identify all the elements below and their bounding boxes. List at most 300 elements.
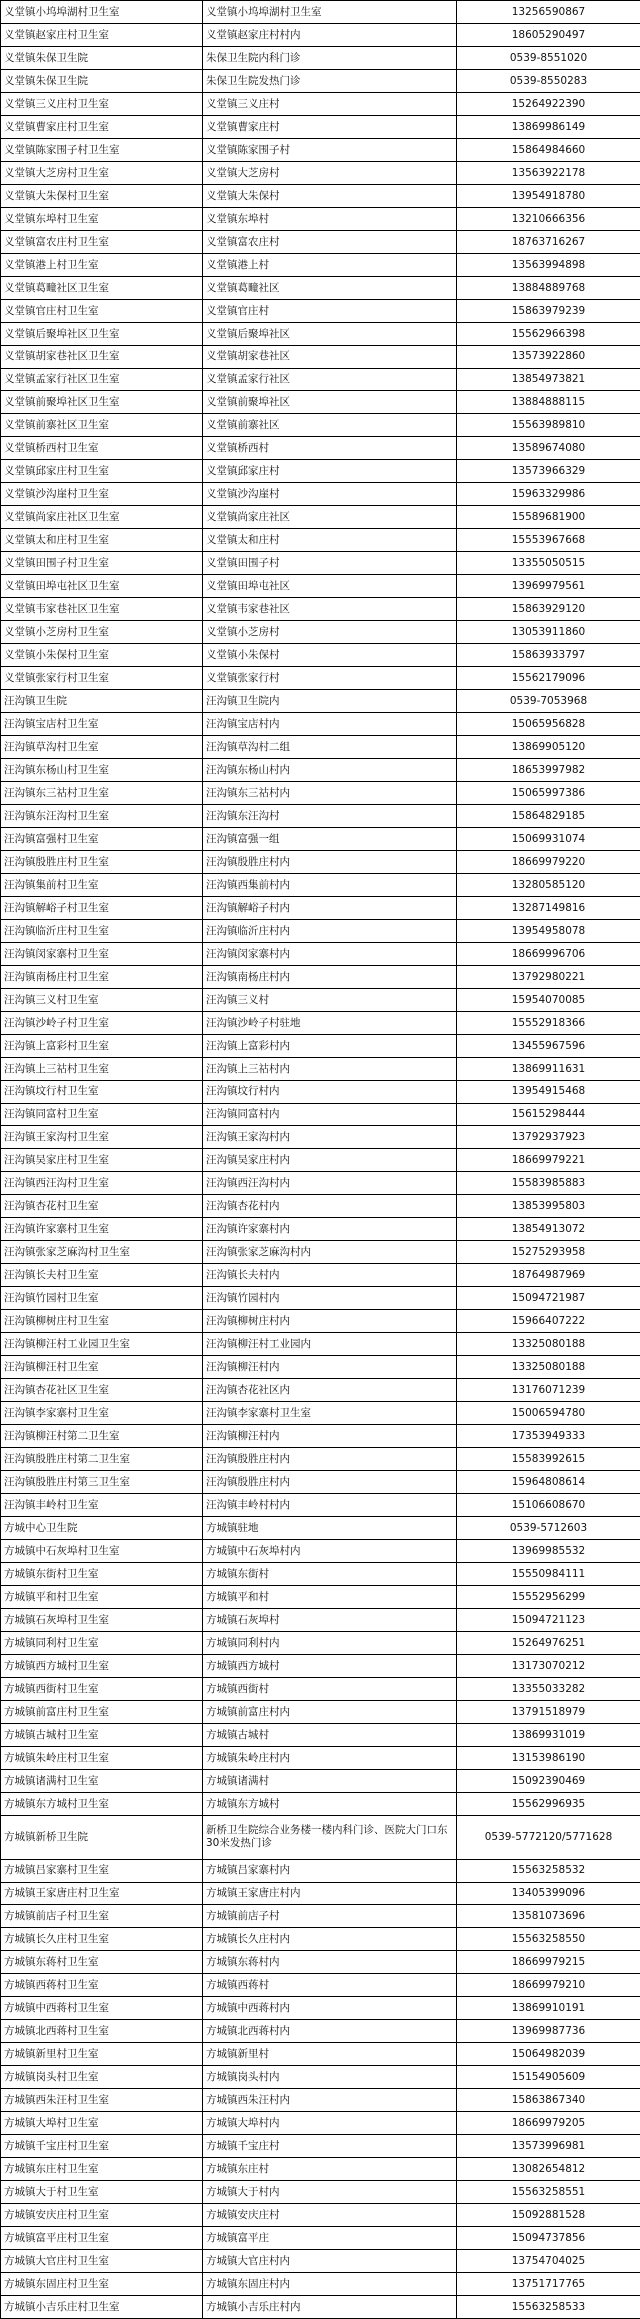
- clinic-address-cell: 义堂镇后聚埠社区: [203, 322, 457, 345]
- clinic-phone-cell: 13869905120: [457, 736, 640, 759]
- clinic-address-cell: 方城镇平和村: [203, 1585, 457, 1608]
- clinic-name-cell: 汪沟镇柳汪村卫生室: [1, 1356, 203, 1379]
- clinic-name-cell: 汪沟镇东汪沟村卫生室: [1, 804, 203, 827]
- clinic-name-cell: 义堂镇尚家庄社区卫生室: [1, 506, 203, 529]
- clinic-name-cell: 义堂镇孟家行社区卫生室: [1, 368, 203, 391]
- clinic-name-cell: 义堂镇朱保卫生院: [1, 46, 203, 69]
- clinic-name-cell: 义堂镇官庄村卫生室: [1, 299, 203, 322]
- table-row: [1, 2227, 640, 2250]
- clinic-address-cell: 方城镇富平庄: [203, 2227, 457, 2250]
- clinic-name-cell: 方城镇新桥卫生院: [1, 1815, 203, 1859]
- clinic-phone-cell: 18669979220: [457, 850, 640, 873]
- clinic-phone-cell: 18605290497: [457, 23, 640, 46]
- clinic-phone-cell: 15264922390: [457, 92, 640, 115]
- clinic-name-cell: 义堂镇港上村卫生室: [1, 253, 203, 276]
- clinic-address-cell: 方城镇新里村: [203, 2043, 457, 2066]
- clinic-phone-cell: 13405399096: [457, 1882, 640, 1905]
- table-row: [1, 138, 640, 161]
- clinic-phone-cell: 13869931019: [457, 1723, 640, 1746]
- clinic-phone-cell: 15092881528: [457, 2204, 640, 2227]
- clinic-name-cell: 方城镇富平庄村卫生室: [1, 2227, 203, 2250]
- clinic-address-cell: 汪沟镇西集前村内: [203, 873, 457, 896]
- table-row: [1, 1172, 640, 1195]
- clinic-name-cell: 方城镇平和村卫生室: [1, 1585, 203, 1608]
- clinic-phone-cell: 15615298444: [457, 1103, 640, 1126]
- clinic-address-cell: 汪沟镇三义村: [203, 988, 457, 1011]
- clinic-address-cell: 汪沟镇王家沟村内: [203, 1126, 457, 1149]
- clinic-address-cell: 义堂镇邱家庄村: [203, 460, 457, 483]
- clinic-address-cell: 方城镇王家唐庄村内: [203, 1882, 457, 1905]
- clinic-name-cell: 汪沟镇富强村卫生室: [1, 827, 203, 850]
- clinic-address-cell: 义堂镇三义庄村: [203, 92, 457, 115]
- table-row: [1, 575, 640, 598]
- clinic-phone-cell: 15563989810: [457, 414, 640, 437]
- clinic-phone-cell: 0539-8551020: [457, 46, 640, 69]
- clinic-name-cell: 汪沟镇吴家庄村卫生室: [1, 1149, 203, 1172]
- clinic-name-cell: 汪沟镇张家芝麻沟村卫生室: [1, 1241, 203, 1264]
- clinic-phone-cell: 13969987736: [457, 2020, 640, 2043]
- table-row: [1, 437, 640, 460]
- clinic-address-cell: 方城镇中石灰埠村内: [203, 1539, 457, 1562]
- table-row: [1, 2295, 640, 2318]
- table-row: [1, 2181, 640, 2204]
- table-row: [1, 161, 640, 184]
- table-row: [1, 1746, 640, 1769]
- clinic-address-cell: 汪沟镇殷胜庄村内: [203, 1471, 457, 1494]
- clinic-address-cell: 方城镇驻地: [203, 1516, 457, 1539]
- clinic-address-cell: 义堂镇曹家庄村: [203, 115, 457, 138]
- clinic-phone-cell: 18669996706: [457, 942, 640, 965]
- clinic-address-cell: 汪沟镇柳汪村工业园内: [203, 1333, 457, 1356]
- clinic-phone-cell: 15065956828: [457, 713, 640, 736]
- clinic-name-cell: 义堂镇曹家庄村卫生室: [1, 115, 203, 138]
- clinic-phone-cell: 13173070212: [457, 1654, 640, 1677]
- clinic-name-cell: 义堂镇后聚埠社区卫生室: [1, 322, 203, 345]
- clinic-name-cell: 方城镇吕家寨村卫生室: [1, 1859, 203, 1882]
- clinic-phone-cell: 18763716267: [457, 230, 640, 253]
- table-row: [1, 1034, 640, 1057]
- clinic-name-cell: 汪沟镇丰岭村卫生室: [1, 1493, 203, 1516]
- clinic-name-cell: 汪沟镇集前村卫生室: [1, 873, 203, 896]
- clinic-phone-cell: 13751717765: [457, 2272, 640, 2295]
- clinic-name-cell: 汪沟镇临沂庄村卫生室: [1, 919, 203, 942]
- clinic-address-cell: 义堂镇小朱保村: [203, 644, 457, 667]
- table-row: [1, 1951, 640, 1974]
- clinic-phone-cell: 15864984660: [457, 138, 640, 161]
- clinic-address-cell: 朱保卫生院内科门诊: [203, 46, 457, 69]
- clinic-table-body: [1, 1, 640, 2319]
- clinic-address-cell: 汪沟镇张家芝麻沟村内: [203, 1241, 457, 1264]
- clinic-address-cell: 义堂镇港上村: [203, 253, 457, 276]
- clinic-address-cell: 汪沟镇坟行村内: [203, 1080, 457, 1103]
- clinic-phone-cell: 15094721123: [457, 1608, 640, 1631]
- clinic-name-cell: 汪沟镇竹园村卫生室: [1, 1287, 203, 1310]
- clinic-phone-cell: 15863929120: [457, 598, 640, 621]
- clinic-phone-cell: 0539-5712603: [457, 1516, 640, 1539]
- table-row: [1, 1493, 640, 1516]
- clinic-address-cell: 义堂镇尚家庄社区: [203, 506, 457, 529]
- clinic-address-cell: 义堂镇富农庄村: [203, 230, 457, 253]
- table-row: [1, 621, 640, 644]
- clinic-phone-cell: 0539-7053968: [457, 690, 640, 713]
- table-row: [1, 736, 640, 759]
- clinic-phone-cell: 13869911631: [457, 1057, 640, 1080]
- clinic-address-cell: 义堂镇葛疃社区: [203, 276, 457, 299]
- table-row: [1, 1905, 640, 1928]
- table-row: [1, 2204, 640, 2227]
- clinic-address-cell: 方城镇安庆庄村: [203, 2204, 457, 2227]
- clinic-address-cell: 义堂镇赵家庄村村内: [203, 23, 457, 46]
- table-row: [1, 1562, 640, 1585]
- table-row: [1, 1608, 640, 1631]
- clinic-address-cell: 汪沟镇西汪沟村内: [203, 1172, 457, 1195]
- clinic-address-cell: 义堂镇孟家行社区: [203, 368, 457, 391]
- table-row: [1, 2135, 640, 2158]
- clinic-name-cell: 汪沟镇柳树庄村卫生室: [1, 1310, 203, 1333]
- clinic-name-cell: 义堂镇三义庄村卫生室: [1, 92, 203, 115]
- clinic-name-cell: 方城镇东街村卫生室: [1, 1562, 203, 1585]
- table-row: [1, 1379, 640, 1402]
- clinic-phone-cell: 18669979205: [457, 2112, 640, 2135]
- clinic-phone-cell: 15094721987: [457, 1287, 640, 1310]
- clinic-phone-cell: 15963329986: [457, 483, 640, 506]
- clinic-address-cell: 义堂镇胡家巷社区: [203, 345, 457, 368]
- clinic-name-cell: 义堂镇桥西村卫生室: [1, 437, 203, 460]
- clinic-phone-cell: 15069931074: [457, 827, 640, 850]
- clinic-phone-cell: 0539-5772120/5771628: [457, 1815, 640, 1859]
- clinic-address-cell: 方城镇东方城村: [203, 1792, 457, 1815]
- clinic-name-cell: 汪沟镇闵家寨村卫生室: [1, 942, 203, 965]
- clinic-name-cell: 汪沟镇长夫村卫生室: [1, 1264, 203, 1287]
- clinic-name-cell: 方城中心卫生院: [1, 1516, 203, 1539]
- clinic-phone-cell: 15094737856: [457, 2227, 640, 2250]
- clinic-address-cell: 义堂镇大朱保村: [203, 184, 457, 207]
- table-row: [1, 529, 640, 552]
- clinic-phone-cell: 13969979561: [457, 575, 640, 598]
- clinic-address-cell: 方城镇大官庄村内: [203, 2250, 457, 2273]
- clinic-name-cell: 方城镇安庆庄村卫生室: [1, 2204, 203, 2227]
- table-row: [1, 1631, 640, 1654]
- clinic-address-cell: 汪沟镇草沟村二组: [203, 736, 457, 759]
- clinic-address-cell: 汪沟镇上三祜村内: [203, 1057, 457, 1080]
- table-row: [1, 781, 640, 804]
- clinic-name-cell: 汪沟镇三义村卫生室: [1, 988, 203, 1011]
- table-row: [1, 1974, 640, 1997]
- clinic-address-cell: 汪沟镇解峪子村内: [203, 896, 457, 919]
- clinic-name-cell: 义堂镇大朱保村卫生室: [1, 184, 203, 207]
- table-row: [1, 1769, 640, 1792]
- clinic-phone-cell: 13563994898: [457, 253, 640, 276]
- clinic-phone-cell: 15563258533: [457, 2295, 640, 2318]
- clinic-address-cell: 新桥卫生院综合业务楼一楼内科门诊、医院大门口东30米发热门诊: [203, 1815, 457, 1859]
- clinic-phone-cell: 15954070085: [457, 988, 640, 1011]
- clinic-name-cell: 汪沟镇殷胜庄村第二卫生室: [1, 1448, 203, 1471]
- clinic-address-cell: 汪沟镇柳汪村内: [203, 1425, 457, 1448]
- clinic-name-cell: 方城镇朱岭庄村卫生室: [1, 1746, 203, 1769]
- clinic-name-cell: 方城镇同利村卫生室: [1, 1631, 203, 1654]
- table-row: [1, 1195, 640, 1218]
- clinic-address-cell: 方城镇北西蒋村内: [203, 2020, 457, 2043]
- clinic-name-cell: 汪沟镇上富彩村卫生室: [1, 1034, 203, 1057]
- clinic-name-cell: 方城镇石灰埠村卫生室: [1, 1608, 203, 1631]
- table-row: [1, 1264, 640, 1287]
- table-row: [1, 1723, 640, 1746]
- clinic-address-cell: 汪沟镇临沂庄村内: [203, 919, 457, 942]
- table-row: [1, 345, 640, 368]
- clinic-name-cell: 方城镇东固庄村卫生室: [1, 2272, 203, 2295]
- table-row: [1, 207, 640, 230]
- clinic-name-cell: 义堂镇葛疃社区卫生室: [1, 276, 203, 299]
- clinic-address-cell: 义堂镇桥西村: [203, 437, 457, 460]
- clinic-phone-cell: 13287149816: [457, 896, 640, 919]
- clinic-name-cell: 方城镇西街村卫生室: [1, 1677, 203, 1700]
- table-row: [1, 758, 640, 781]
- clinic-phone-cell: 13355050515: [457, 552, 640, 575]
- table-row: [1, 988, 640, 1011]
- clinic-phone-cell: 13854913072: [457, 1218, 640, 1241]
- clinic-name-cell: 方城镇岗头村卫生室: [1, 2066, 203, 2089]
- clinic-phone-cell: 13754704025: [457, 2250, 640, 2273]
- clinic-phone-cell: 15863867340: [457, 2089, 640, 2112]
- clinic-phone-cell: 13884889768: [457, 276, 640, 299]
- clinic-address-cell: 汪沟镇丰岭村村内: [203, 1493, 457, 1516]
- clinic-address-cell: 方城镇朱岭庄村内: [203, 1746, 457, 1769]
- clinic-phone-cell: 15583985883: [457, 1172, 640, 1195]
- clinic-name-cell: 方城镇西朱汪村卫生室: [1, 2089, 203, 2112]
- table-row: [1, 1103, 640, 1126]
- clinic-address-cell: 义堂镇前聚埠社区: [203, 391, 457, 414]
- clinic-address-cell: 方城镇古城村: [203, 1723, 457, 1746]
- table-row: [1, 92, 640, 115]
- table-row: [1, 1287, 640, 1310]
- table-row: [1, 115, 640, 138]
- clinic-address-cell: 方城镇大于村内: [203, 2181, 457, 2204]
- clinic-name-cell: 汪沟镇东三祜村卫生室: [1, 781, 203, 804]
- clinic-phone-cell: 15065997386: [457, 781, 640, 804]
- clinic-phone-cell: 15583992615: [457, 1448, 640, 1471]
- table-row: [1, 2272, 640, 2295]
- clinic-name-cell: 义堂镇胡家巷社区卫生室: [1, 345, 203, 368]
- clinic-address-cell: 汪沟镇殷胜庄村内: [203, 1448, 457, 1471]
- clinic-phone-cell: 15562996935: [457, 1792, 640, 1815]
- clinic-phone-cell: 15550984111: [457, 1562, 640, 1585]
- clinic-phone-cell: 15563258550: [457, 1928, 640, 1951]
- clinic-phone-cell: 15562966398: [457, 322, 640, 345]
- clinic-phone-cell: 13176071239: [457, 1379, 640, 1402]
- table-row: [1, 942, 640, 965]
- table-row: [1, 896, 640, 919]
- clinic-address-cell: 义堂镇小芝房村: [203, 621, 457, 644]
- clinic-name-cell: 汪沟镇柳汪村工业园卫生室: [1, 1333, 203, 1356]
- table-row: [1, 2112, 640, 2135]
- clinic-name-cell: 方城镇大于村卫生室: [1, 2181, 203, 2204]
- clinic-phone-cell: 13854973821: [457, 368, 640, 391]
- clinic-phone-cell: 18669979221: [457, 1149, 640, 1172]
- clinic-phone-cell: 13954918780: [457, 184, 640, 207]
- table-row: [1, 1882, 640, 1905]
- clinic-address-cell: 汪沟镇长夫村内: [203, 1264, 457, 1287]
- table-row: [1, 1654, 640, 1677]
- clinic-phone-cell: 13954958078: [457, 919, 640, 942]
- clinic-name-cell: 汪沟镇草沟村卫生室: [1, 736, 203, 759]
- clinic-address-cell: 方城镇西街村: [203, 1677, 457, 1700]
- clinic-phone-cell: 15552918366: [457, 1011, 640, 1034]
- clinic-phone-cell: 13325080188: [457, 1356, 640, 1379]
- table-row: [1, 1859, 640, 1882]
- clinic-name-cell: 汪沟镇沙岭子村卫生室: [1, 1011, 203, 1034]
- table-row: [1, 598, 640, 621]
- table-row: [1, 1700, 640, 1723]
- clinic-address-cell: 方城镇东蒋村内: [203, 1951, 457, 1974]
- clinic-name-cell: 汪沟镇许家寨村卫生室: [1, 1218, 203, 1241]
- table-row: [1, 919, 640, 942]
- clinic-phone-cell: 15064982039: [457, 2043, 640, 2066]
- clinic-phone-cell: 13563922178: [457, 161, 640, 184]
- clinic-name-cell: 义堂镇小芝房村卫生室: [1, 621, 203, 644]
- clinic-address-cell: 义堂镇太和庄村: [203, 529, 457, 552]
- clinic-phone-cell: 15964808614: [457, 1471, 640, 1494]
- clinic-name-cell: 义堂镇前寨社区卫生室: [1, 414, 203, 437]
- clinic-name-cell: 方城镇大官庄村卫生室: [1, 2250, 203, 2273]
- table-row: [1, 1997, 640, 2020]
- clinic-name-cell: 方城镇王家唐庄村卫生室: [1, 1882, 203, 1905]
- clinic-address-cell: 汪沟镇东汪沟村: [203, 804, 457, 827]
- table-row: [1, 1241, 640, 1264]
- clinic-address-cell: 方城镇前富庄村内: [203, 1700, 457, 1723]
- clinic-phone-cell: 15092390469: [457, 1769, 640, 1792]
- table-row: [1, 1402, 640, 1425]
- clinic-address-cell: 义堂镇陈家围子村: [203, 138, 457, 161]
- table-row: [1, 1815, 640, 1859]
- clinic-address-cell: 方城镇西方城村: [203, 1654, 457, 1677]
- clinic-address-cell: 汪沟镇闵家寨村内: [203, 942, 457, 965]
- clinic-phone-cell: 18653997982: [457, 758, 640, 781]
- clinic-name-cell: 汪沟镇上三祜村卫生室: [1, 1057, 203, 1080]
- table-row: [1, 1585, 640, 1608]
- clinic-name-cell: 汪沟镇殷胜庄村卫生室: [1, 850, 203, 873]
- clinic-name-cell: 方城镇北西蒋村卫生室: [1, 2020, 203, 2043]
- clinic-name-cell: 汪沟镇西汪沟村卫生室: [1, 1172, 203, 1195]
- clinic-address-cell: 方城镇同利村内: [203, 1631, 457, 1654]
- clinic-address-cell: 汪沟镇许家寨村内: [203, 1218, 457, 1241]
- clinic-phone-cell: 13053911860: [457, 621, 640, 644]
- clinic-name-cell: 方城镇新里村卫生室: [1, 2043, 203, 2066]
- clinic-address-cell: 汪沟镇杏花社区内: [203, 1379, 457, 1402]
- clinic-address-cell: 汪沟镇殷胜庄村内: [203, 850, 457, 873]
- clinic-name-cell: 义堂镇小坞埠湖村卫生室: [1, 1, 203, 24]
- clinic-name-cell: 义堂镇韦家巷社区卫生室: [1, 598, 203, 621]
- clinic-name-cell: 方城镇西方城村卫生室: [1, 1654, 203, 1677]
- clinic-address-cell: 义堂镇田围子村: [203, 552, 457, 575]
- clinic-address-cell: 方城镇东庄村: [203, 2158, 457, 2181]
- clinic-phone-cell: 15589681900: [457, 506, 640, 529]
- clinic-name-cell: 方城镇东方城村卫生室: [1, 1792, 203, 1815]
- table-row: [1, 1218, 640, 1241]
- clinic-phone-cell: 15275293958: [457, 1241, 640, 1264]
- clinic-phone-cell: 15563258551: [457, 2181, 640, 2204]
- clinic-name-cell: 方城镇小吉乐庄村卫生室: [1, 2295, 203, 2318]
- table-row: [1, 391, 640, 414]
- table-row: [1, 1471, 640, 1494]
- clinic-name-cell: 汪沟镇卫生院: [1, 690, 203, 713]
- clinic-phone-cell: 13581073696: [457, 1905, 640, 1928]
- clinic-name-cell: 方城镇东蒋村卫生室: [1, 1951, 203, 1974]
- clinic-phone-cell: 15863933797: [457, 644, 640, 667]
- clinic-address-cell: 方城镇石灰埠村: [203, 1608, 457, 1631]
- clinic-phone-cell: 15154905609: [457, 2066, 640, 2089]
- clinic-address-cell: 方城镇西蒋村: [203, 1974, 457, 1997]
- clinic-address-cell: 汪沟镇柳汪村内: [203, 1356, 457, 1379]
- clinic-name-cell: 义堂镇小朱保村卫生室: [1, 644, 203, 667]
- table-row: [1, 713, 640, 736]
- table-row: [1, 667, 640, 690]
- clinic-phone-cell: 13954915468: [457, 1080, 640, 1103]
- table-row: [1, 2043, 640, 2066]
- clinic-address-cell: 方城镇千宝庄村: [203, 2135, 457, 2158]
- clinic-address-cell: 汪沟镇上富彩村内: [203, 1034, 457, 1057]
- clinic-name-cell: 义堂镇大芝房村卫生室: [1, 161, 203, 184]
- clinic-phone-cell: 13969985532: [457, 1539, 640, 1562]
- table-row: [1, 1356, 640, 1379]
- clinic-address-cell: 汪沟镇富强一组: [203, 827, 457, 850]
- clinic-name-cell: 义堂镇太和庄村卫生室: [1, 529, 203, 552]
- clinic-address-cell: 方城镇吕家寨村内: [203, 1859, 457, 1882]
- table-row: [1, 1928, 640, 1951]
- clinic-name-cell: 方城镇中石灰埠村卫生室: [1, 1539, 203, 1562]
- clinic-address-cell: 义堂镇田埠屯社区: [203, 575, 457, 598]
- clinic-phone-cell: 13573922860: [457, 345, 640, 368]
- clinic-phone-cell: 15863979239: [457, 299, 640, 322]
- clinic-name-cell: 义堂镇邱家庄村卫生室: [1, 460, 203, 483]
- clinic-phone-cell: 18669979215: [457, 1951, 640, 1974]
- clinic-name-cell: 方城镇中西蒋村卫生室: [1, 1997, 203, 2020]
- clinic-name-cell: 义堂镇陈家围子村卫生室: [1, 138, 203, 161]
- table-row: [1, 368, 640, 391]
- clinic-phone-cell: 15562179096: [457, 667, 640, 690]
- clinic-address-cell: 方城镇中西蒋村内: [203, 1997, 457, 2020]
- clinic-name-cell: 汪沟镇柳汪村第二卫生室: [1, 1425, 203, 1448]
- clinic-phone-cell: 18669979210: [457, 1974, 640, 1997]
- table-row: [1, 2066, 640, 2089]
- table-row: [1, 23, 640, 46]
- clinic-name-cell: 方城镇大埠村卫生室: [1, 2112, 203, 2135]
- table-row: [1, 1126, 640, 1149]
- clinic-phone-cell: 0539-8550283: [457, 69, 640, 92]
- clinic-name-cell: 汪沟镇杏花村卫生室: [1, 1195, 203, 1218]
- clinic-name-cell: 义堂镇前聚埠社区卫生室: [1, 391, 203, 414]
- clinic-address-cell: 方城镇西朱汪村内: [203, 2089, 457, 2112]
- clinic-address-cell: 汪沟镇竹园村内: [203, 1287, 457, 1310]
- clinic-name-cell: 汪沟镇李家寨村卫生室: [1, 1402, 203, 1425]
- clinic-address-cell: 方城镇东街村: [203, 1562, 457, 1585]
- clinic-phone-cell: 13869910191: [457, 1997, 640, 2020]
- table-row: [1, 873, 640, 896]
- table-row: [1, 2089, 640, 2112]
- clinic-phone-cell: 15864829185: [457, 804, 640, 827]
- clinic-name-cell: 汪沟镇南杨庄村卫生室: [1, 965, 203, 988]
- clinic-address-cell: 朱保卫生院发热门诊: [203, 69, 457, 92]
- clinic-phone-cell: 13573996981: [457, 2135, 640, 2158]
- clinic-phone-cell: 13325080188: [457, 1333, 640, 1356]
- clinic-name-cell: 汪沟镇殷胜庄村第三卫生室: [1, 1471, 203, 1494]
- table-row: [1, 483, 640, 506]
- clinic-name-cell: 汪沟镇同富村卫生室: [1, 1103, 203, 1126]
- clinic-address-cell: 方城镇大埠村内: [203, 2112, 457, 2135]
- clinic-address-cell: 义堂镇东埠村: [203, 207, 457, 230]
- clinic-phone-cell: 13792980221: [457, 965, 640, 988]
- table-row: [1, 2158, 640, 2181]
- clinic-phone-cell: 15006594780: [457, 1402, 640, 1425]
